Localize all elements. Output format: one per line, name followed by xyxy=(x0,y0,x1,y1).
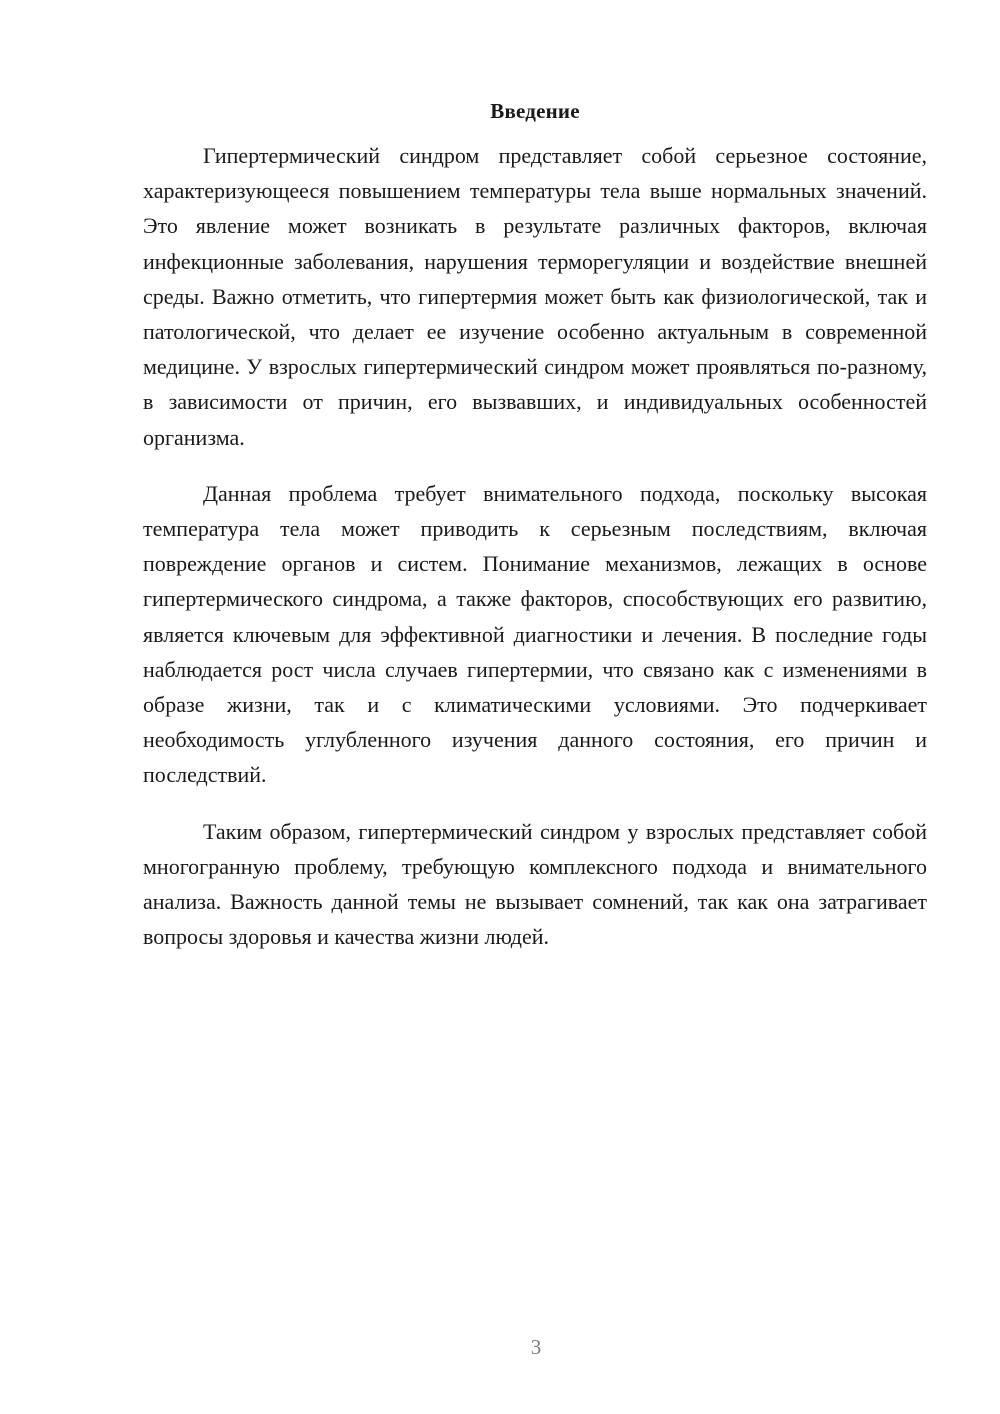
page-content xyxy=(143,96,927,954)
paragraph-3: Таким образом, гипертермический синдром у взрослых представляет собой многогранную проблему, требующую комплексного подхода и внимательного анализа. Важность данной темы не вызывает сомнений, так как она затрагивает вопросы здоровья и качества жизни людей. xyxy=(143,818,927,950)
paragraph-2: Данная проблема требует внимательного подхода, поскольку высокая температура тела может приводить к серьезным последствиям, включая повреждение органов и систем. Понимание механизмов, лежащих в основе гипертермического синдрома, а также факторов, способствующих его развитию, является ключевым для эффективной диагностики и лечения. В последние годы наблюдается рост числа случаев гипертермии, что связано как с изменениями в образе жизни, так и с климатическими условиями. Это подчеркивает необходимость углубленного изучения данного состояния, его причин и последствий. xyxy=(143,480,927,788)
section-title: Введение xyxy=(490,99,580,123)
paragraph-1: Гипертермический синдром представляет собой серьезное состояние, характеризующееся повышением температуры тела выше нормальных значений. Это явление может возникать в результате различных факторов, включая инфекционные заболевания, нарушения терморегуляции и воздействие внешней среды. Важно отметить, что гипертермия может быть как физиологической, так и патологической, что делает ее изучение особенно актуальным в современной медицине. У взрослых гипертермический синдром может проявляться по-разному, в зависимости от причин, его вызвавших, и индивидуальных особенностей организма. xyxy=(143,143,927,450)
page-number: 3 xyxy=(530,1335,542,1359)
